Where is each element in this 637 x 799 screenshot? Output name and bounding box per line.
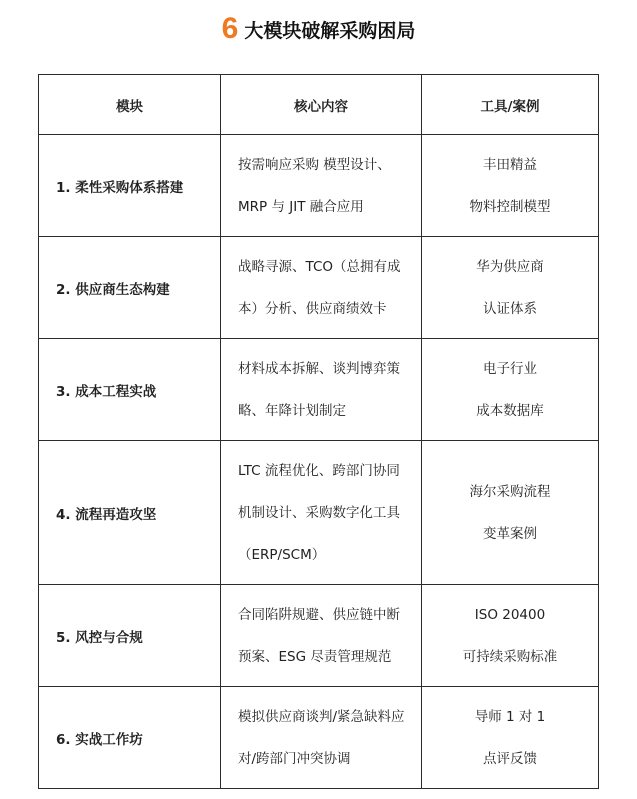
content-cell: 战略寻源、TCO（总拥有成本）分析、供应商绩效卡 (221, 237, 422, 339)
header-content: 核心内容 (221, 75, 422, 135)
tool-line: 物料控制模型 (469, 198, 551, 215)
header-tool: 工具/案例 (422, 75, 599, 135)
content-cell: 模拟供应商谈判/紧急缺料应对/跨部门冲突协调 (221, 687, 422, 789)
table-row (39, 339, 599, 441)
table-row (39, 441, 599, 585)
tool-cell (422, 339, 599, 441)
module-cell: 1. 柔性采购体系搭建 (39, 135, 221, 237)
tool-line: 变革案例 (483, 525, 537, 542)
table-row (39, 237, 599, 339)
content-cell: 合同陷阱规避、供应链中断预案、ESG 尽责管理规范 (221, 585, 422, 687)
table-row (39, 585, 599, 687)
table-header-row (39, 75, 599, 135)
module-cell: 2. 供应商生态构建 (39, 237, 221, 339)
tool-line: 华为供应商 (476, 258, 544, 275)
tool-cell (422, 585, 599, 687)
tool-line: 成本数据库 (476, 402, 544, 419)
module-cell: 6. 实战工作坊 (39, 687, 221, 789)
tool-line: 导师 1 对 1 (474, 708, 546, 725)
tool-line: ISO 20400 (474, 606, 546, 623)
table-row (39, 687, 599, 789)
module-cell: 5. 风控与合规 (39, 585, 221, 687)
module-table (38, 74, 599, 789)
page-title (0, 12, 637, 46)
tool-cell (422, 237, 599, 339)
tool-line: 可持续采购标准 (462, 648, 558, 665)
tool-line: 点评反馈 (483, 750, 537, 767)
tool-line: 电子行业 (483, 360, 537, 377)
tool-line: 认证体系 (483, 300, 537, 317)
content-cell: 材料成本拆解、谈判博弈策略、年降计划制定 (221, 339, 422, 441)
tool-line: 海尔采购流程 (469, 483, 551, 500)
content-cell: LTC 流程优化、跨部门协同机制设计、采购数字化工具（ERP/SCM） (221, 441, 422, 585)
content-cell: 按需响应采购 模型设计、MRP 与 JIT 融合应用 (221, 135, 422, 237)
header-module: 模块 (39, 75, 221, 135)
module-cell: 4. 流程再造攻坚 (39, 441, 221, 585)
tool-line: 丰田精益 (483, 156, 537, 173)
title-text: 大模块破解采购困局 (244, 19, 416, 42)
title-number: 6 (221, 12, 239, 45)
table-row (39, 135, 599, 237)
module-cell: 3. 成本工程实战 (39, 339, 221, 441)
tool-cell (422, 135, 599, 237)
tool-cell (422, 441, 599, 585)
tool-cell (422, 687, 599, 789)
